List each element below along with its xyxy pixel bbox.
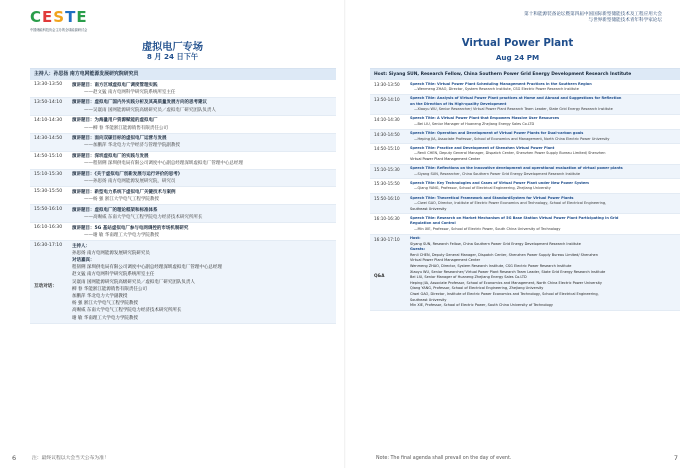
agenda-row [370, 115, 680, 130]
session-title: Virtual Power Plant [461, 38, 574, 49]
agenda-row [30, 205, 336, 223]
speech-title-line: 对话嘉宾： [72, 258, 95, 264]
agenda-time: 15:30-15:50 [374, 181, 400, 187]
agenda-row [370, 144, 680, 164]
agenda-content [410, 165, 680, 179]
agenda-content [410, 130, 680, 144]
agenda-time: 13:30-13:50 [374, 82, 400, 87]
agenda-content [410, 144, 680, 163]
speaker-line: —Min XIE, Professor, School of Electric Power, South China University of Technology [414, 226, 561, 231]
speaker-line: —Siyang SUN, Researcher, China Southern Power Grid Energy Development Research Institute [414, 171, 580, 176]
agenda-time: 15:30-15:50 [34, 189, 63, 195]
agenda-row [30, 170, 336, 188]
agenda-row [370, 194, 680, 214]
agenda-content [410, 194, 680, 213]
agenda-time: 13:50-14:10 [374, 96, 400, 102]
agenda-content [72, 205, 336, 222]
agenda-time: 14:50-15:10 [34, 153, 63, 159]
agenda-table [370, 68, 680, 311]
agenda-footnote: 注：最终议程以大会当天公布为准！ [32, 456, 109, 461]
agenda-content [410, 95, 680, 114]
agenda-content [410, 214, 680, 233]
conference-name [524, 12, 662, 24]
agenda-content [72, 116, 336, 133]
host-row: Host: Siyang SUN, Research Fellow, China Southern Power Grid Energy Development Research Institute [370, 69, 680, 80]
speaker-line: ——程韧俐 深圳供电局有限公司调度中心副总经理深圳虚拟电厂管理中心总经理 [84, 161, 243, 167]
speaker-line: 程韧俐 深圳供电局有限公司调度中心副总经理深圳虚拟电厂管理中心总经理 [72, 265, 222, 271]
agenda-content [72, 241, 336, 323]
agenda-row [30, 134, 336, 152]
speech-title-line: 演讲题目：南方区域虚拟电厂调度管理实践 [72, 82, 158, 88]
speech-title-line: Speech Title: Operation and Development of Virtual Power Plants for Dual-carbon goals [410, 131, 584, 136]
speaker-line: Southeast University [410, 297, 447, 302]
speech-title-line: Guests: [410, 247, 425, 252]
agenda-content [410, 179, 680, 193]
speaker-line: —Wenmeng ZHAO, Director, System Research Institute, CSG Electric Power Research Institute [414, 87, 579, 92]
speaker-line: ——杨 强 浙江大学电气工程学院教授 [84, 197, 159, 203]
speaker-line: 谢 敏 华南理工大学电力学院教授 [72, 315, 138, 321]
speech-title-line: Speech Title: Key Technologies and Cases of Virtual Power Plant under New Power System [410, 180, 589, 185]
speaker-line: —Ciwei GAO, Director, Institute of Electric Power Economics and Technology, School of Electrical Engineering, [414, 201, 607, 206]
agenda-time: 14:30-14:50 [374, 131, 400, 137]
agenda-row [30, 241, 336, 324]
session-title: 虚拟电厂专场 [141, 42, 204, 53]
speech-title-line: Speech Title: Research on Market Mechanism of 5G Base Station Virtual Power Plant Participating in Grid [410, 215, 619, 220]
speaker-line: ——加鹏萍 华北电力大学经济与管理学院副教授 [84, 143, 180, 149]
conference-name-line: 第十和能源装备论坛暨第四届中国国际新型储能技术及工程应用大会 [524, 12, 662, 17]
speech-title-line: Speech Title: Reflections on the innovative development and operational evaluation of virtual power plants [410, 166, 623, 171]
logo-letter: E [76, 8, 88, 26]
page-right-english [345, 0, 690, 468]
agenda-time: 16:10-16:30 [34, 225, 63, 231]
agenda-time: 14:10-14:30 [374, 116, 400, 122]
speaker-line: Renli CHEN, Deputy General Manager, Dispatch Center, Shenzhen Power Supply Bureau Limited/ Shenzhen [410, 252, 598, 257]
agenda-content [410, 235, 680, 310]
agenda-row [370, 235, 680, 311]
session-label: Q&A [374, 273, 385, 279]
speaker-line: ——谢 敏 华南理工大学电力学院教授 [84, 232, 159, 238]
host-row: 主持人：孙思扬 南方电网能源发展研究院研究员 [30, 69, 336, 80]
session-date: Aug 24 PM [495, 53, 540, 62]
session-date: 8 月 24 日下午 [146, 52, 199, 61]
speech-title-line: 演讲题目：为海量用户资源赋能的虚拟电厂 [72, 118, 158, 124]
speaker-line: Min XIE, Professor, School of Electric Power, South China University of Technology [410, 303, 553, 308]
agenda-row [30, 80, 336, 98]
speaker-line: —Renli CHEN, Deputy General Manager, Dispatch Center, Shenzhen Power Supply Bureau Limited/ Shenzhen [414, 151, 606, 156]
speech-title-line: Speech Title: Theoretical Framework and StandardSystem for Virtual Power Plants [410, 195, 574, 200]
speaker-line: ——柳 春 华能浙江能源销售有限责任公司 [84, 125, 168, 131]
agenda-row [30, 116, 336, 134]
speech-title-line: 演讲题目：《关于虚拟电厂创新发展与运行评价的思考》 [72, 172, 183, 178]
agenda-row [370, 165, 680, 180]
speaker-line: Ciwei GAO, Director, Institute of Electric Power Economics and Technology, School of Electrical Engineering, [410, 292, 599, 296]
session-label: 互动对话： [34, 283, 57, 289]
speaker-line: —Heping JIA, Associate Professor, School of Economics and Management, North China Electric Power University [414, 136, 610, 141]
logo-letters [30, 10, 90, 25]
agenda-time: 14:10-14:30 [34, 117, 63, 123]
logo-letter: E [42, 8, 54, 26]
agenda-content [72, 170, 336, 187]
agenda-time-cell [30, 241, 72, 323]
speaker-line: 孙思扬 南方电网能源发展研究院研究员 [72, 250, 150, 256]
speech-title-line: Regulation and Control [410, 221, 456, 226]
speech-title-line: Speech Title: Virtual Power Plant Scheduling Management Practices in the Southern Region [410, 81, 592, 86]
conference-logo [30, 10, 90, 34]
speaker-line: 高赐威 东南大学电气工程学院电力经济技术研究所所长 [72, 308, 182, 314]
speaker-line: Wenmeng ZHAO, Director, System Research Institute, CSG Electric Power Research Institute [410, 264, 572, 269]
agenda-row [30, 98, 336, 116]
agenda-row [370, 214, 680, 234]
agenda-time: 16:30-17:10 [34, 243, 63, 249]
speaker-line: Southeast University [410, 206, 447, 211]
agenda-footnote: Note: The final agenda shall prevail on the day of event. [376, 456, 512, 461]
agenda-content [72, 80, 336, 97]
speaker-line: ——高赐威 东南大学电气工程学院电力经济技术研究所所长 [84, 215, 203, 221]
agenda-time: 15:10-15:30 [34, 171, 63, 177]
agenda-row [30, 223, 336, 241]
speech-title-line: Speech Title: A Virtual Power Plant that Empowers Massive User Resources [410, 116, 560, 121]
logo-letter: T [65, 8, 77, 26]
agenda-content [72, 98, 336, 115]
speech-title-line: Speech Title: Practice and Development of Shenzhen Virtual Power Plant [410, 145, 555, 150]
speech-title-line: Speech Title: Analysis of Virtual Power Plant practices at Home and Abroad and Suggestions for Reflection [410, 96, 622, 101]
agenda-content [72, 152, 336, 169]
speaker-line: ——吴寰雨 国网能源研究院高级研究员／虚拟电厂研究团队负责人 [84, 107, 216, 113]
speech-title-line: 演讲题目：深圳虚拟电厂的实践与发展 [72, 154, 149, 160]
speaker-line: 赵文猛 南方电网科学研究院系统所室主任 [72, 272, 155, 278]
logo-letter: S [53, 8, 66, 26]
speaker-line: 杨 强 浙江大学电气工程学院教授 [72, 301, 138, 307]
agenda-row [30, 152, 336, 170]
speaker-line: Virtual Power Plant Management Center [410, 157, 481, 162]
agenda-row [370, 80, 680, 95]
agenda-time: 14:30-14:50 [34, 135, 63, 141]
speaker-line: —Qiang YANG, Professor, School of Electrical Engineering, Zhejiang University [414, 186, 551, 191]
agenda-time-cell [370, 235, 410, 310]
speaker-line: Xiaoyu WU, Senior Researcher/ Virtual Power Plant Research Team Leader, State Grid Energy Research Institute [410, 269, 606, 274]
speaker-line: —Xiaoyu WU, Senior Researcher/ Virtual Power Plant Research Team Leader, State Grid Energy Research Institute [414, 107, 613, 112]
agenda-time: 13:30-13:50 [34, 82, 63, 87]
agenda-rows [30, 80, 336, 324]
speech-title-line: Host: [410, 236, 421, 241]
speaker-line: Bei LIU, Senior Manager of Huaneng Zhejiang Energy Sales Co.LTD [410, 275, 527, 280]
agenda-row [370, 95, 680, 115]
speaker-line: Heping JIA, Associate Professor, School of Economics and Management, North China Electric Power University [410, 280, 602, 285]
speech-title-line: 演讲题目：虚拟电厂的理论框架和标准体系 [72, 207, 158, 213]
agenda-time: 13:50-14:10 [34, 99, 63, 105]
agenda-row [30, 187, 336, 205]
agenda-time: 16:10-16:30 [374, 216, 400, 222]
agenda-content [410, 115, 680, 129]
agenda-time: 15:50-16:10 [374, 196, 400, 201]
agenda-row [370, 179, 680, 194]
logo-letter: C [30, 8, 43, 26]
page-number: 7 [673, 454, 678, 462]
speaker-line: 柳 春 华能浙江能源销售有限责任公司 [72, 286, 147, 292]
speaker-line: 加鹏萍 华北电力大学副教授 [72, 294, 128, 300]
agenda-time: 15:50-16:10 [34, 207, 63, 213]
logo-tagline: 中国储能科技协会主办的全球能源研讨会 [30, 28, 88, 32]
agenda-content [72, 134, 336, 151]
agenda-row [370, 130, 680, 145]
speech-title-line: on the Direction of Its High-quality Development [410, 101, 507, 106]
agenda-time: 15:10-15:30 [374, 166, 400, 172]
page-number: 6 [12, 454, 17, 462]
speaker-line: Virtual Power Plant Management Center [410, 258, 481, 263]
speech-title-line: 演讲题目：5G 基站虚拟电厂参与电网调控的市场机制研究 [72, 225, 189, 231]
speech-title-line: 演讲题目：虚拟电厂国内外实践分析及其高质量发展方向的思考建议 [72, 100, 207, 106]
speaker-line: ——赵文猛 南方电网科学研究院系统所室主任 [84, 89, 176, 95]
speaker-line: Qiang YANG, Professor, School of Electrical Engineering, Zhejiang University [410, 286, 544, 291]
agenda-table [30, 68, 336, 324]
speaker-line: 吴寰雨 国网能源研究院高级研究员／虚拟电厂研究团队负责人 [72, 279, 195, 285]
agenda-rows [370, 80, 680, 311]
agenda-content [72, 223, 336, 240]
speech-title-line: 主持人： [72, 243, 90, 249]
agenda-time: 16:30-17:10 [374, 236, 400, 242]
speaker-line: —Bei LIU, Senior Manager of Huaneng Zhejiang Energy Sales Co.LTD [414, 122, 535, 127]
agenda-content [410, 80, 680, 94]
speaker-line: Siyang SUN, Research Fellow, China Southern Power Grid Energy Development Research Institute [410, 241, 581, 246]
agenda-content [72, 187, 336, 204]
agenda-time: 14:50-15:10 [374, 146, 400, 152]
speech-title-line: 演讲题目：新型电力系统下虚拟电厂关键技术与案例 [72, 189, 176, 195]
speech-title-line: 演讲题目：面向双碳目标的虚拟电厂运营与发展 [72, 136, 167, 142]
conference-name-line: 与世界新型储能技术青年科学家论坛 [588, 18, 662, 24]
speaker-line: ——孙思扬 南方电网能源发展研究院，研究员 [84, 179, 176, 185]
